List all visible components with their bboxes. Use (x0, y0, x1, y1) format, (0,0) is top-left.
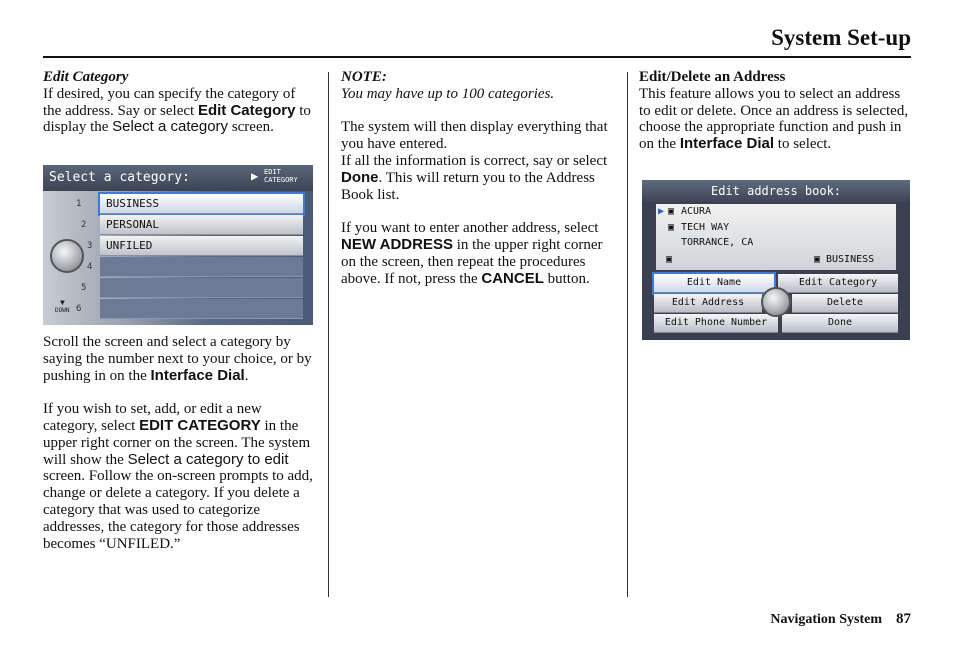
note-text: You may have up to 100 categories. (341, 85, 555, 102)
page-title: System Set-up (771, 25, 911, 50)
category-row: PERSONAL (100, 215, 303, 235)
address-icon: ▣ (668, 222, 675, 233)
text: If you wish to set, add, or edit a new category, select (43, 401, 262, 434)
text: button. (543, 270, 590, 287)
row-number: 4 (87, 262, 93, 272)
screen-title: Select a category: (49, 170, 190, 185)
address-category: BUSINESS (826, 254, 875, 265)
column-3 (639, 69, 911, 153)
screen-body (43, 191, 313, 325)
category-row: BUSINESS (100, 194, 303, 214)
col1-paragraph-1 (43, 86, 315, 136)
address-info-panel (656, 204, 896, 270)
select-category-term: Select a category (112, 118, 229, 136)
row-number: 1 (76, 199, 82, 209)
footer-section: Navigation System (770, 612, 882, 627)
col1-paragraph-2 (43, 334, 315, 384)
empty-row (100, 278, 303, 298)
edit-category-label (264, 168, 298, 184)
text: in the upper right corner on the screen. The system will show the (43, 417, 311, 468)
address-name: ACURA (681, 206, 712, 217)
play-icon: ▶ (251, 169, 259, 183)
done-term: Done (341, 168, 379, 186)
page-footer (770, 611, 911, 628)
row-number: 5 (81, 283, 87, 293)
text: screen. Follow the on-screen prompts to add, change or delete a category. If you delete a category that was used to categorize addresses, the category for those addresses becomes “UNFILED.” (43, 468, 313, 552)
interface-dial-term: Interface Dial (679, 135, 775, 153)
col1-paragraph-3 (43, 401, 315, 552)
col2-paragraph-3 (341, 220, 613, 287)
empty-row (100, 299, 303, 319)
page-number: 87 (896, 611, 911, 627)
text: If all the information is correct, say or select (341, 152, 608, 169)
edit-category-heading: Edit Category (43, 69, 129, 85)
down-label: DOWN (55, 307, 70, 314)
text: to display the (43, 102, 311, 136)
screen-header (43, 165, 313, 191)
edit-category-term: Edit Category (197, 101, 296, 119)
column-1-lower (43, 334, 315, 552)
screen-header: Edit address book: (642, 180, 910, 202)
address-city: TORRANCE, CA (681, 237, 754, 248)
select-category-screenshot (43, 165, 313, 325)
note-title: NOTE: (341, 69, 387, 85)
text: If you want to enter another address, select (341, 220, 599, 237)
text: This feature allows you to select an address to edit or delete. Once an address is selected, choose the appropriate function and push in on the (639, 85, 909, 153)
edit-delete-heading: Edit/Delete an Address (639, 69, 786, 85)
interface-dial-icon (761, 287, 791, 317)
select-category-to-edit-term: Select a category to edit (127, 450, 289, 468)
done-button[interactable]: Done (782, 314, 898, 333)
new-address-term: NEW ADDRESS (341, 235, 453, 253)
text: in the upper right corner on the screen, then repeat the procedures above. If not, press the (341, 236, 603, 287)
edit-phone-number-button[interactable]: Edit Phone Number (654, 314, 778, 333)
column-1 (43, 69, 315, 136)
empty-row (100, 257, 303, 277)
row-number: 6 (76, 304, 82, 314)
text: If desired, you can specify the category of the address. Say or select (43, 85, 296, 119)
category-icon: ▣ (814, 254, 821, 265)
text: to select. (774, 136, 832, 153)
edit-category-button[interactable]: Edit Category (778, 274, 898, 293)
text: . This will return you to the Address Book list. (341, 169, 595, 203)
down-arrow-icon: ▼ (60, 298, 65, 307)
text: screen. (228, 119, 274, 136)
row-number: 3 (87, 241, 93, 251)
col3-paragraph-1 (639, 86, 911, 153)
phone-icon: ▣ (666, 254, 673, 265)
category-text: CATEGORY (264, 176, 298, 184)
col2-paragraph-1: The system will then display everything that you have entered. (341, 119, 608, 153)
category-row: UNFILED (100, 236, 303, 256)
edit-address-button[interactable]: Edit Address (654, 294, 762, 313)
edit-category-button-term: EDIT CATEGORY (139, 416, 261, 434)
column-2 (341, 69, 613, 287)
pointer-icon: ▶ (658, 206, 665, 217)
address-street: TECH WAY (681, 222, 730, 233)
building-icon: ▣ (668, 206, 675, 217)
interface-dial-term: Interface Dial (150, 366, 245, 384)
cancel-term: CANCEL (481, 269, 544, 287)
text: . (244, 367, 249, 384)
text: Scroll the screen and select a category by saying the number next to your choice, or by pushing in on the (43, 334, 312, 384)
row-number: 2 (81, 220, 87, 230)
column-divider-1 (328, 72, 329, 597)
title-rule (43, 56, 911, 58)
column-divider-2 (627, 72, 628, 597)
interface-dial-icon (50, 239, 84, 273)
col2-paragraph-2 (341, 153, 613, 203)
edit-name-button[interactable]: Edit Name (654, 274, 774, 293)
edit-address-book-screenshot (642, 180, 910, 340)
delete-button[interactable]: Delete (792, 294, 898, 313)
edit-text: EDIT (264, 168, 281, 176)
